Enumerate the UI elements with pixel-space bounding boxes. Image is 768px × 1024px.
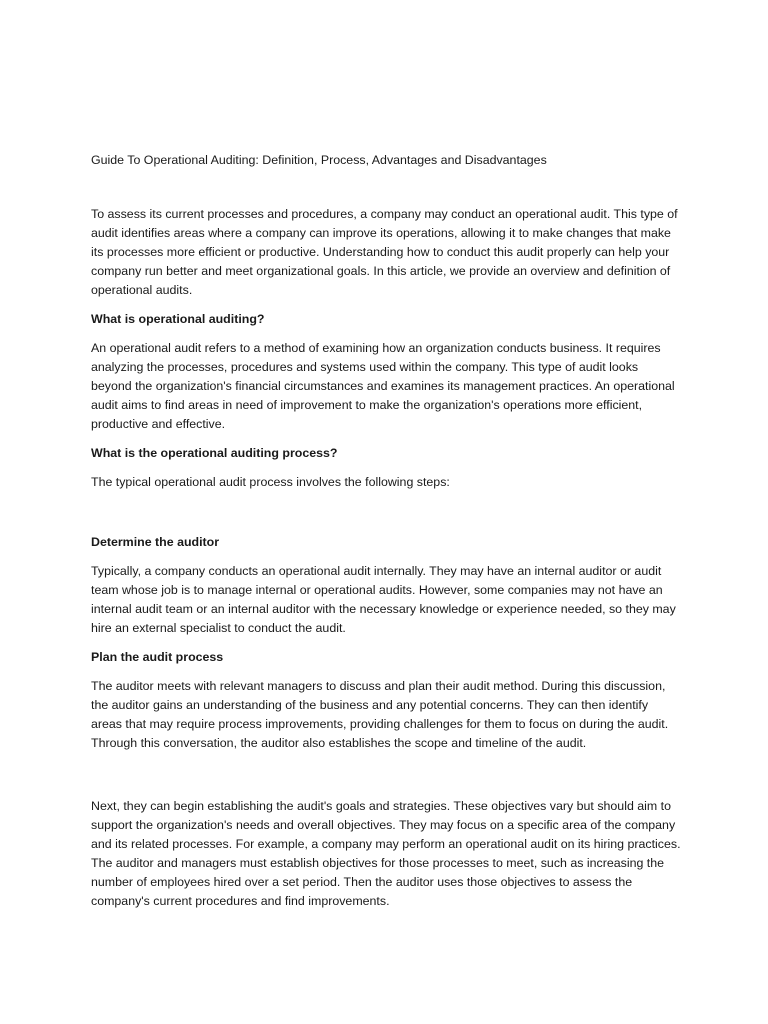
section-body-auditing-process: The typical operational audit process involves the following steps: — [91, 475, 450, 489]
section-heading-what-is-operational-auditing: What is operational auditing? — [91, 312, 265, 326]
section-heading-auditing-process: What is the operational auditing process? — [91, 446, 338, 460]
step-body-determine-auditor: Typically, a company conducts an operational audit internally. They may have an internal auditor or audit team whose job is to manage internal or operational audits. However, some companies may not have an internal audit team or an internal auditor with the necessary knowledge or experience needed, so they may hire an external specialist to conduct the audit. — [91, 564, 676, 635]
step-body-plan-audit: The auditor meets with relevant managers to discuss and plan their audit method. During this discussion, the auditor gains an understanding of the business and any potential concerns. They can then identify areas that may require process improvements, providing challenges for them to focus on during the audit. Through this conversation, the auditor also establishes the scope and timeline of the audit. — [91, 679, 669, 750]
step-body-plan-audit-continued: Next, they can begin establishing the audit's goals and strategies. These objectives vary but should aim to support the organization's needs and overall objectives. They may focus on a specific area of the company and its related processes. For example, a company may perform an operational audit on its hiring practices. The auditor and managers must establish objectives for those processes to meet, such as increasing the number of employees hired over a set period. Then the auditor uses those objectives to assess the company's current procedures and find improvements. — [91, 799, 681, 908]
section-body-what-is-operational-auditing: An operational audit refers to a method of examining how an organization conducts business. It requires analyzing the processes, procedures and systems used within the company. This type of audit looks beyond the organization's financial circumstances and examines its management practices. An operational audit aims to find areas in need of improvement to make the organization's operations more efficient, productive and effective. — [91, 341, 675, 431]
document-page — [91, 152, 681, 922]
document-title: Guide To Operational Auditing: Definition, Process, Advantages and Disadvantages — [91, 153, 547, 167]
intro-paragraph: To assess its current processes and procedures, a company may conduct an operational audit. This type of audit identifies areas where a company can improve its operations, allowing it to make changes that make its processes more efficient or productive. Understanding how to conduct this audit properly can help your company run better and meet organizational goals. In this article, we provide an overview and definition of operational audits. — [91, 207, 678, 297]
step-heading-plan-audit: Plan the audit process — [91, 650, 224, 664]
step-heading-determine-auditor: Determine the auditor — [91, 535, 220, 549]
